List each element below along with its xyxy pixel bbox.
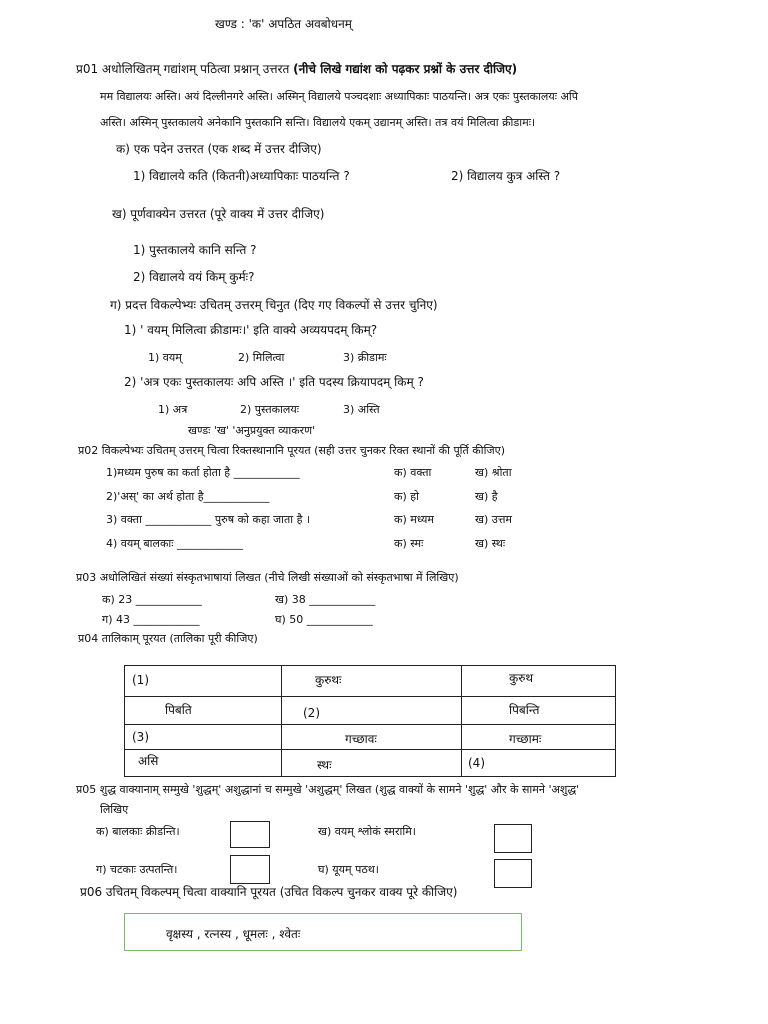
q1-part-c-heading: ग) प्रदत्त विकल्पेभ्यः उचितम् उत्तरम् चिनुत (दिए गए विकल्पों से उत्तर चुनिए) <box>110 298 438 312</box>
q2-item-1: 1)मध्यम पुरुष का कर्ता होता है ____________ <box>106 466 300 479</box>
q1-part-c-q1-option-2: 2) मिलित्वा <box>238 351 285 364</box>
q1-heading-hindi: (नीचे लिखे गद्यांश को पढ़कर प्रश्नों के उत्तर दीजिए) <box>293 62 518 76</box>
q1-part-c-q2-option-1: 1) अत्र <box>158 403 188 416</box>
q3-item-d: घ) 50 ____________ <box>275 613 373 626</box>
q2-item-4-option-1: क) स्मः <box>394 537 424 550</box>
q4-table-divider <box>461 666 462 776</box>
q2-item-3: 3) वक्ता ____________ पुरुष को कहा जाता है । <box>106 513 311 526</box>
q4-table-divider <box>125 724 615 725</box>
q5-item-a: क) बालकाः क्रीडन्ति। <box>96 825 180 838</box>
q4-table-divider <box>281 666 282 776</box>
q2-item-1-option-1: क) वक्ता <box>394 466 432 479</box>
q6-heading: प्र06 उचितम् विकल्पम् चित्वा वाक्यानि पूरयत (उचित विकल्प चुनकर वाक्य पूरे कीजिए) <box>80 885 458 899</box>
q4-table-divider <box>125 696 615 697</box>
q1-part-a-q2: 2) विद्यालय कुत्र अस्ति ? <box>451 169 561 183</box>
q1-part-a-heading: क) एक पदेन उत्तरत (एक शब्द में उत्तर दीजिए) <box>116 142 322 156</box>
q3-heading: प्र03 अधोलिखितं संख्यां संस्कृतभाषायां लिखत (नीचे लिखी संख्याओं को संस्कृतभाषा में लिखिए) <box>76 571 459 584</box>
q4-heading: प्र04 तालिकाम् पूरयत (तालिका पूरी कीजिए) <box>78 632 258 645</box>
q2-item-4-option-2: ख) स्थः <box>475 537 506 550</box>
q3-item-b: ख) 38 ____________ <box>275 593 376 606</box>
q1-part-c-q1-option-3: 3) क्रीडामः <box>343 351 387 364</box>
q2-item-1-option-2: ख) श्रोता <box>475 466 512 479</box>
q4-table-divider <box>125 749 615 750</box>
q5-answer-box-a[interactable] <box>230 821 270 848</box>
q5-answer-box-d[interactable] <box>494 859 532 888</box>
q1-part-b-q2: 2) विद्यालये वयं किम् कुर्मः? <box>133 270 255 284</box>
q2-item-3-option-1: क) मध्यम <box>394 513 434 526</box>
q2-item-2-option-2: ख) है <box>475 490 498 503</box>
q1-passage-line-1: मम विद्यालयः अस्ति। अयं दिल्लीनगरे अस्ति। अस्मिन् विद्यालये पञ्चदशाः अध्यापिकाः पाठयन्ति। अत्र एकः पुस्तकालयः अपि <box>100 90 578 103</box>
q1-part-c-q2-option-2: 2) पुस्तकालयः <box>240 403 299 416</box>
q4-cell-r3c3: गच्छामः <box>509 732 542 746</box>
q5-answer-box-b[interactable] <box>494 824 532 853</box>
q4-cell-r1c1: (1) <box>132 673 149 687</box>
q1-part-a-q1: 1) विद्यालये कति (कितनी)अध्यापिकाः पाठयन्ति ? <box>133 169 350 183</box>
q6-options: वृक्षस्य , रत्नस्य , धूमलः , श्वेतः <box>166 927 301 941</box>
q4-cell-r1c3: कुरुथ <box>509 671 534 685</box>
q4-cell-r3c2: गच्छावः <box>345 732 377 746</box>
q1-part-b-heading: ख) पूर्णवाक्येन उत्तरत (पूरे वाक्य में उत्तर दीजिए) <box>112 207 325 221</box>
q4-cell-r4c3: (4) <box>468 756 485 770</box>
q1-heading-sanskrit: प्र01 अधोलिखितम् गद्यांशम् पठित्वा प्रश्नान् उत्तरत <box>76 62 290 76</box>
q4-cell-r4c2: स्थः <box>317 758 332 772</box>
q1-heading <box>76 63 517 77</box>
q5-item-b: ख) वयम् श्लोकं स्मरामि। <box>318 825 416 838</box>
q4-cell-r2c1: पिबति <box>165 703 192 717</box>
q5-answer-box-c[interactable] <box>230 855 270 884</box>
section-b-title: खण्डः 'ख' 'अनुप्रयुक्त व्याकरण' <box>188 424 316 437</box>
q2-item-2-option-1: क) हो <box>394 490 419 503</box>
q1-part-c-q2: 2) 'अत्र एकः पुस्तकालयः अपि अस्ति ।' इति पदस्य क्रियापदम् किम् ? <box>124 375 424 389</box>
q5-heading-continued: लिखिए <box>100 803 129 816</box>
q3-item-c: ग) 43 ____________ <box>102 613 200 626</box>
q1-part-c-q1: 1) ' वयम् मिलित्वा क्रीडामः।' इति वाक्ये अव्ययपदम् किम्? <box>124 323 378 337</box>
q4-cell-r2c3: पिबन्ति <box>509 703 540 717</box>
q2-item-4: 4) वयम् बालकाः ____________ <box>106 537 243 550</box>
q5-item-c: ग) चटकाः उत्पतन्ति। <box>96 863 178 876</box>
q5-heading: प्र05 शुद्ध वाक्यानाम् सम्मुखे 'शुद्धम्' अशुद्धानां च सम्मुखे 'अशुद्धम्' लिखत (शुद्ध वाक्यों के सामने 'शुद्ध' और के सामने 'अशुद्ध' <box>76 783 580 796</box>
q4-cell-r3c1: (3) <box>132 730 149 744</box>
q1-part-b-q1: 1) पुस्तकालये कानि सन्ति ? <box>133 243 257 257</box>
q4-cell-r2c2: (2) <box>303 706 320 720</box>
section-a-title: खण्ड : 'क' अपठित अवबोधनम् <box>215 17 352 31</box>
q4-cell-r1c2: कुरुथः <box>315 673 342 687</box>
q4-table <box>124 665 616 777</box>
q4-cell-r4c1: असि <box>138 754 159 768</box>
q5-item-d: घ) यूयम् पठथ। <box>318 863 379 876</box>
q2-heading: प्र02 विकल्पेभ्यः उचितम् उत्तरम् चित्वा रिक्तस्थानानि पूरयत (सही उत्तर चुनकर रिक्त स्थानों की पूर्ति कीजिए) <box>78 444 505 457</box>
q2-item-2: 2)'अस्' का अर्थ होता है____________ <box>106 490 270 503</box>
q3-item-a: क) 23 ____________ <box>102 593 202 606</box>
q1-passage-line-2: अस्ति। अस्मिन् पुस्तकालये अनेकानि पुस्तकानि सन्ति। विद्यालये एकम् उद्यानम् अस्ति। तत्र वयं मिलित्वा क्रीडामः। <box>100 116 536 129</box>
q1-part-c-q2-option-3: 3) अस्ति <box>343 403 380 416</box>
q2-item-3-option-2: ख) उत्तम <box>475 513 512 526</box>
q1-part-c-q1-option-1: 1) वयम् <box>148 351 182 364</box>
